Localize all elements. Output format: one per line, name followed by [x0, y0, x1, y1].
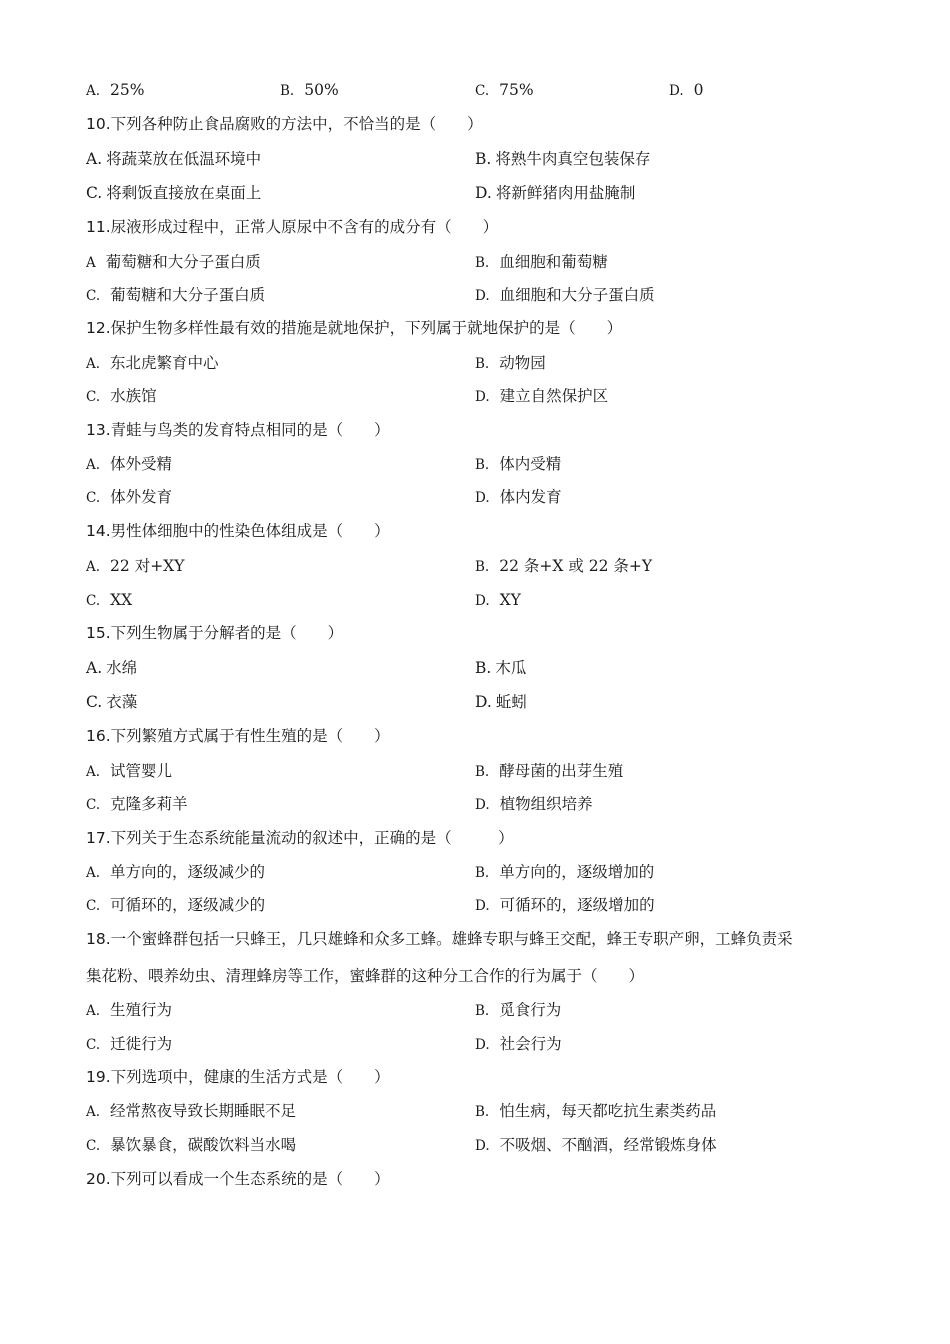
option-a: A. 经常熬夜导致长期睡眠不足: [86, 1102, 297, 1120]
option-a: A. 试管婴儿: [86, 762, 173, 780]
option-d: D. 将新鲜猪肉用盐腌制: [475, 184, 636, 202]
option-a: A 葡萄糖和大分子蛋白质: [86, 253, 261, 271]
option-c: C. XX: [86, 591, 133, 609]
option-a: A. 水绵: [86, 659, 138, 677]
option-a: A. 生殖行为: [86, 1001, 173, 1019]
question-14-stem: 14.男性体细胞中的性染色体组成是（ ）: [86, 522, 390, 540]
question-18-stem-line1: 18.一个蜜蜂群包括一只蜂王，几只雄蜂和众多工蜂。雄蜂专职与蜂王交配，蜂王专职产卵，工蜂负责采: [86, 930, 793, 948]
option-c: C. 克隆多莉羊: [86, 795, 188, 813]
option-b: B. 血细胞和葡萄糖: [475, 253, 608, 271]
option-b: B. 动物园: [475, 354, 546, 372]
option-a: A. 将蔬菜放在低温环境中: [86, 150, 262, 168]
option-d: D. 蚯蚓: [475, 693, 527, 711]
option-d: D. 不吸烟、不酗酒，经常锻炼身体: [475, 1136, 717, 1154]
option-b: B. 50%: [280, 81, 339, 99]
option-b: B. 将熟牛肉真空包装保存: [475, 150, 651, 168]
option-d: D. 可循环的，逐级增加的: [475, 896, 655, 914]
option-d: D. 建立自然保护区: [475, 387, 609, 405]
option-a: A. 25%: [86, 81, 145, 99]
option-c: C. 将剩饭直接放在桌面上: [86, 184, 262, 202]
question-19-stem: 19.下列选项中，健康的生活方式是（ ）: [86, 1068, 390, 1086]
question-12-stem: 12.保护生物多样性最有效的措施是就地保护，下列属于就地保护的是（ ）: [86, 319, 623, 337]
option-c: C. 衣藻: [86, 693, 138, 711]
option-c: C. 可循环的，逐级减少的: [86, 896, 266, 914]
option-d: D. 体内发育: [475, 488, 562, 506]
question-10-stem: 10.下列各种防止食品腐败的方法中，不恰当的是（ ）: [86, 115, 483, 133]
option-b: B. 怕生病，每天都吃抗生素类药品: [475, 1102, 717, 1120]
option-c: C. 体外发育: [86, 488, 173, 506]
option-c: C. 75%: [475, 81, 534, 99]
option-d: D. 血细胞和大分子蛋白质: [475, 286, 655, 304]
option-d: D. 植物组织培养: [475, 795, 593, 813]
option-b: B. 22 条+X 或 22 条+Y: [475, 557, 653, 575]
option-a: A. 体外受精: [86, 455, 173, 473]
question-11-stem: 11.尿液形成过程中，正常人原尿中不含有的成分有（ ）: [86, 218, 499, 236]
question-18-stem-line2: 集花粉、喂养幼虫、清理蜂房等工作，蜜蜂群的这种分工合作的行为属于（ ）: [86, 967, 645, 985]
question-17-stem: 17.下列关于生态系统能量流动的叙述中，正确的是（ ）: [86, 829, 514, 847]
option-c: C. 葡萄糖和大分子蛋白质: [86, 286, 266, 304]
question-16-stem: 16.下列繁殖方式属于有性生殖的是（ ）: [86, 727, 390, 745]
option-d: D. XY: [475, 591, 521, 609]
option-a: A. 单方向的，逐级减少的: [86, 863, 266, 881]
option-a: A. 22 对+XY: [86, 557, 185, 575]
option-b: B. 酵母菌的出芽生殖: [475, 762, 624, 780]
question-20-stem: 20.下列可以看成一个生态系统的是（ ）: [86, 1170, 390, 1188]
option-d: D. 0: [669, 81, 704, 99]
question-15-stem: 15.下列生物属于分解者的是（ ）: [86, 624, 344, 642]
option-a: A. 东北虎繁育中心: [86, 354, 219, 372]
option-b: B. 体内受精: [475, 455, 562, 473]
option-b: B. 木瓜: [475, 659, 527, 677]
option-d: D. 社会行为: [475, 1035, 562, 1053]
option-c: C. 暴饮暴食，碳酸饮料当水喝: [86, 1136, 297, 1154]
option-b: B. 觅食行为: [475, 1001, 562, 1019]
option-c: C. 水族馆: [86, 387, 157, 405]
option-b: B. 单方向的，逐级增加的: [475, 863, 655, 881]
option-c: C. 迁徙行为: [86, 1035, 173, 1053]
question-13-stem: 13.青蛙与鸟类的发育特点相同的是（ ）: [86, 421, 390, 439]
